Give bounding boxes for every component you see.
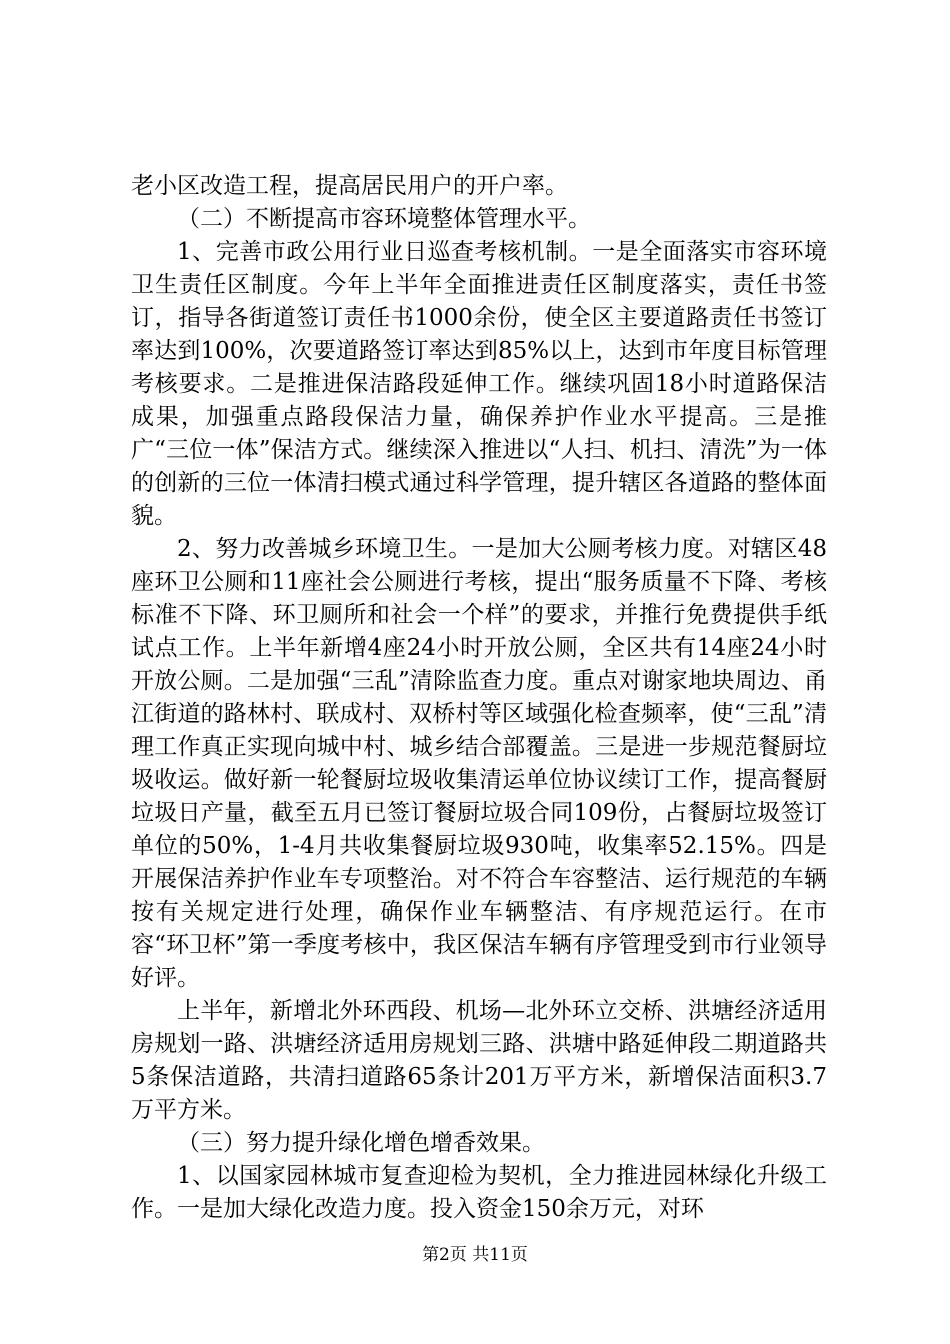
section-heading-2: （二）不断提高市容环境整体管理水平。 — [177, 206, 591, 232]
section-heading-3: （三）努力提升绿化增色增香效果。 — [177, 1130, 545, 1156]
paragraph-item-1: 1、完善市政公用行业日巡查考核机制。一是全面落实市容环境卫生责任区制度。今年上半年全面推进责任区制度落实，责任书签订，指导各街道签订责任书1000余份，使全区主要道路责任书签订率达到100%，次要道路签订率达到85%以上，达到市年度目标管理考核要求。二是推进保洁路段延伸工作。继续巩固18小时道路保洁成果，加强重点路段保洁力量，确保养护作业水平提高。三是推广“三位一体”保洁方式。继续深入推进以“人扫、机扫、清洗”为一体的创新的三位一体清扫模式通过科学管理，提升辖区各道路的整体面貌。 — [131, 239, 827, 529]
paragraph-continuation: 老小区改造工程，提高居民用户的开户率。 — [131, 173, 568, 199]
page-footer: 第2页 共11页 — [422, 1245, 528, 1265]
document-body — [131, 170, 827, 1226]
paragraph-item-3-1: 1、以国家园林城市复查迎检为契机，全力推进园林绿化升级工作。一是加大绿化改造力度。投入资金150余万元，对环 — [131, 1163, 827, 1222]
paragraph-summary: 上半年，新增北外环西段、机场—北外环立交桥、洪塘经济适用房规划一路、洪塘经济适用房规划三路、洪塘中路延伸段二期道路共5条保洁道路，共清扫道路65条计201万平方米，新增保洁面积3.7万平方米。 — [131, 998, 827, 1123]
paragraph-item-2: 2、努力改善城乡环境卫生。一是加大公厕考核力度。对辖区48座环卫公厕和11座社会公厕进行考核，提出“服务质量不下降、考核标准不下降、环卫厕所和社会一个样”的要求，并推行免费提供手纸试点工作。上半年新增4座24小时开放公厕，全区共有14座24小时开放公厕。二是加强“三乱”清除监查力度。重点对谢家地块周边、甬江街道的路林村、联成村、双桥村等区域强化检查频率，使“三乱”清理工作真正实现向城中村、城乡结合部覆盖。三是进一步规范餐厨垃圾收运。做好新一轮餐厨垃圾收集清运单位协议续订工作，提高餐厨垃圾日产量，截至五月已签订餐厨垃圾合同109份，占餐厨垃圾签订单位的50%，1-4月共收集餐厨垃圾930吨，收集率52.15%。四是开展保洁养护作业车专项整治。对不符合车容整洁、运行规范的车辆按有关规定进行处理，确保作业车辆整洁、有序规范运行。在市容“环卫杯”第一季度考核中，我区保洁车辆有序管理受到市行业领导好评。 — [131, 536, 827, 991]
